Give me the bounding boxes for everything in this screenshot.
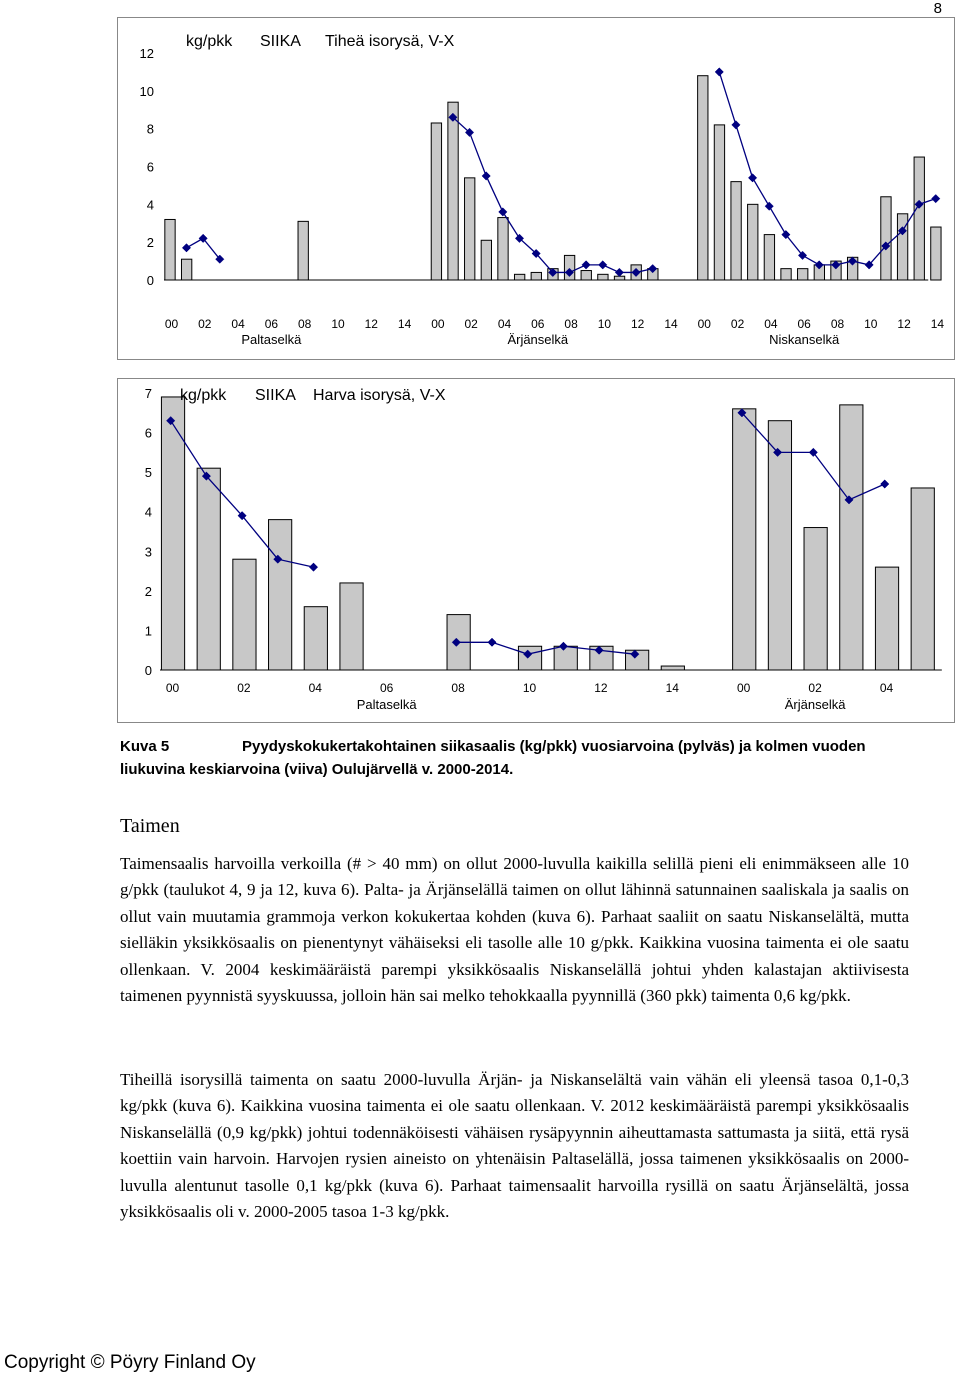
- y-tick-label: 10: [139, 83, 154, 99]
- chart-title: Harva isorysä, V-X: [313, 387, 446, 404]
- figure-caption: [120, 735, 910, 781]
- bar: [598, 274, 608, 280]
- line-marker: [932, 194, 940, 202]
- x-tick-label: 12: [364, 317, 378, 331]
- line-marker: [732, 121, 740, 129]
- chart-unit-label: kg/pkk: [180, 387, 227, 404]
- page-number: 8: [933, 0, 942, 17]
- y-tick-label: 1: [144, 623, 152, 639]
- chart-title: Tiheä isorysä, V-X: [325, 33, 455, 50]
- bar: [304, 607, 327, 670]
- paragraph: Tiheillä isorysillä taimenta on saatu 2000-luvulla Ärjän- ja Niskanselältä vain vähän eli yleensä tasoa 0,1-0,3 kg/pkk (kuva 6). Kaikkina vuosina taimenta ei ole saatu ollenkaan. V. 2012 keskimääräistä parempi yksikkösaalis Niskanselällä (0,9 kg/pkk) johtui todennäköisesti vähäisen rysäpyynnin aiheuttamasta sattumasta ja siitä, että rysä koettiin vain harvoin. Harvojen rysien aineisto on yhtenäisin Paltaselällä, jossa taimenen yksikkösaalis on 2000-luvulla alentunut tasolle 0,1 kg/pkk (kuva 6). Parhaat taimensaalit harvoilla rysillä on saatu Ärjänselältä, jossa yksikkösaalis oli v. 2000-2005 tasoa 1-3 kg/pkk.: [120, 1070, 909, 1222]
- bar: [233, 559, 256, 670]
- bar: [581, 271, 591, 280]
- x-tick-label: 10: [522, 681, 537, 695]
- x-tick-label: 14: [397, 317, 412, 331]
- x-tick-label: 10: [597, 317, 612, 331]
- figure-caption-label: Kuva 5: [120, 738, 170, 755]
- bar: [518, 646, 541, 670]
- y-tick-label: 6: [144, 425, 152, 441]
- y-tick-label: 6: [146, 159, 154, 175]
- line-marker: [488, 638, 496, 646]
- x-tick-label: 02: [237, 681, 251, 695]
- bar: [733, 409, 756, 670]
- bar: [514, 274, 524, 280]
- x-tick-label: 00: [165, 681, 180, 695]
- bar: [764, 235, 774, 280]
- x-tick-label: 10: [331, 317, 345, 331]
- x-tick-label: 06: [264, 317, 279, 331]
- bar: [498, 218, 508, 280]
- x-group-label: Paltaselkä: [356, 697, 417, 712]
- x-tick-label: 12: [631, 317, 645, 331]
- line-marker: [182, 244, 190, 252]
- x-tick-label: 06: [380, 681, 394, 695]
- x-tick-label: 06: [797, 317, 811, 331]
- bar: [875, 567, 898, 670]
- chart-unit-label: kg/pkk: [186, 33, 233, 50]
- chart-tihea-isorysa: [117, 17, 955, 360]
- y-tick-label: 4: [144, 504, 152, 520]
- y-tick-label: 0: [146, 273, 154, 288]
- x-tick-label: 08: [451, 681, 465, 695]
- y-tick-label: 12: [139, 46, 154, 61]
- bar: [661, 666, 684, 670]
- line-marker: [309, 563, 317, 571]
- bar: [914, 157, 924, 280]
- y-tick-label: 5: [144, 465, 152, 481]
- line-marker: [765, 202, 773, 210]
- y-tick-label: 2: [144, 583, 152, 599]
- bar: [465, 178, 475, 280]
- x-tick-label: 04: [764, 317, 778, 331]
- x-tick-label: 06: [531, 317, 545, 331]
- chart-species-label: SIIKA: [260, 33, 301, 50]
- x-tick-label: 08: [298, 317, 312, 331]
- y-tick-label: 0: [144, 663, 152, 678]
- line-marker: [748, 174, 756, 182]
- x-tick-label: 12: [594, 681, 608, 695]
- x-tick-label: 14: [664, 317, 678, 331]
- x-tick-label: 10: [864, 317, 878, 331]
- x-group-label: Niskanselkä: [769, 332, 840, 347]
- x-tick-label: 00: [431, 317, 445, 331]
- y-tick-label: 4: [146, 197, 154, 213]
- bar: [554, 646, 577, 670]
- chart-species-label: SIIKA: [255, 387, 296, 404]
- x-tick-label: 08: [564, 317, 578, 331]
- x-tick-label: 04: [497, 317, 512, 331]
- x-tick-label: 02: [808, 681, 822, 695]
- bar: [197, 468, 220, 670]
- chart-harva-isorysa: [117, 378, 955, 723]
- x-tick-label: 04: [308, 681, 322, 695]
- bar: [731, 182, 741, 280]
- bar: [840, 405, 863, 670]
- line-marker: [482, 172, 490, 180]
- bar: [748, 204, 758, 280]
- chart-tihea-isorysa-svg: [118, 18, 954, 359]
- bar: [798, 269, 808, 280]
- x-tick-label: 00: [697, 317, 711, 331]
- x-tick-label: 00: [737, 681, 751, 695]
- x-tick-label: 12: [897, 317, 911, 331]
- bar: [781, 269, 791, 280]
- bar: [531, 272, 541, 280]
- x-tick-label: 04: [231, 317, 245, 331]
- bar: [698, 76, 708, 280]
- section-heading: Taimen: [120, 815, 180, 837]
- line-marker: [582, 261, 590, 269]
- x-group-label: Ärjänselkä: [784, 697, 846, 712]
- x-group-label: Ärjänselkä: [507, 332, 569, 347]
- bar: [298, 221, 308, 280]
- line-marker: [881, 480, 889, 488]
- x-tick-label: 00: [164, 317, 179, 331]
- bar: [181, 259, 191, 280]
- bar: [714, 125, 724, 280]
- x-tick-label: 02: [198, 317, 212, 331]
- line-marker: [715, 68, 723, 76]
- bar: [431, 123, 441, 280]
- bar: [931, 227, 941, 280]
- y-tick-label: 7: [144, 386, 152, 401]
- x-tick-label: 14: [930, 317, 945, 331]
- bar: [911, 488, 934, 670]
- bar: [768, 421, 791, 670]
- chart-harva-isorysa-svg: [118, 379, 954, 722]
- line-marker: [499, 208, 507, 216]
- bar: [340, 583, 363, 670]
- bar: [881, 197, 891, 280]
- x-group-label: Paltaselkä: [241, 332, 302, 347]
- bar: [448, 102, 458, 280]
- bar: [481, 240, 491, 280]
- bar: [804, 528, 827, 670]
- figure-caption-text: Pyydyskokukertakohtainen siikasaalis (kg/pkk) vuosiarvoina (pylväs) ja kolmen vuoden liukuvina keskiarvoina (viiva) Oulujärvellä v. 2000-2014.: [120, 738, 866, 778]
- copyright-footer: Copyright © Pöyry Finland Oy: [4, 1352, 256, 1373]
- x-tick-label: 08: [830, 317, 845, 331]
- y-tick-label: 8: [146, 121, 154, 137]
- line-marker: [615, 268, 623, 276]
- paragraph: Taimensaalis harvoilla verkoilla (# > 40 mm) on ollut 2000-luvulla kaikilla selillä pieni eli enimmäkseen alle 10 g/pkk (taulukot 4, 9 ja 12, kuva 6). Palta- ja Ärjänselällä taimen on ollut lähinnä satunnainen saaliskala ja saalis on ollut vain muutamia grammoja verkon kokukertaa kohden (kuva 6). Parhaat saaliit on saatu Niskanselältä, mutta sielläkin yksikkösaalis on pienentynyt vähäiseksi eli tasolle alle 10 g/pkk. Kaikkina vuosina taimenta ei ole saatu ollenkaan. V. 2004 keskimääräistä parempi yksikkösaalis Niskanselällä johtui yhden kalastajan aktiivisesta taimenen pyynnistä syyskuussa, jolloin hän sai melko tehokkaalla pyynnillä (360 pkk) taimenta 0,6 kg/pkk.: [120, 854, 909, 1006]
- x-tick-label: 04: [879, 681, 894, 695]
- x-tick-label: 14: [665, 681, 679, 695]
- x-tick-label: 02: [730, 317, 745, 331]
- y-tick-label: 2: [146, 235, 154, 251]
- y-tick-label: 3: [144, 544, 152, 560]
- bar: [269, 520, 292, 670]
- x-tick-label: 02: [464, 317, 478, 331]
- bar: [165, 219, 175, 280]
- line-marker: [599, 261, 607, 269]
